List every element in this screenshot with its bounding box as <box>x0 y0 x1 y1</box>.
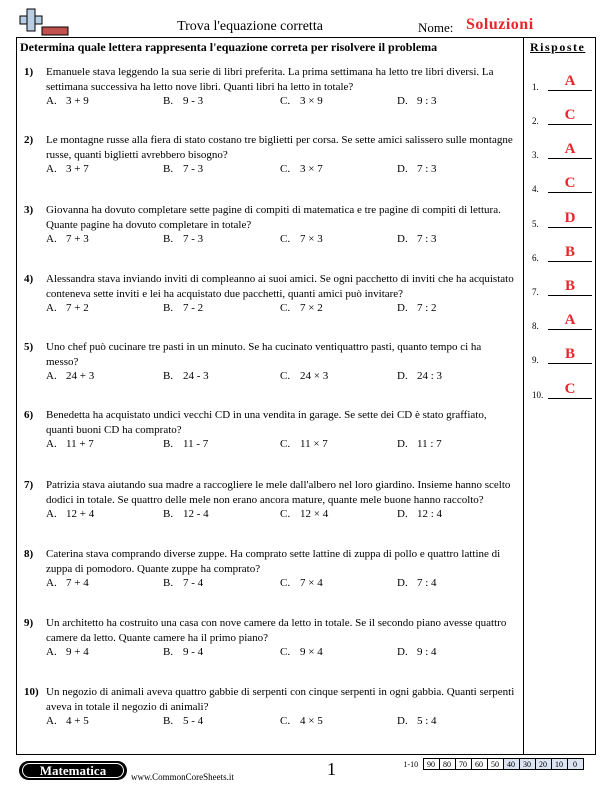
choice-equation: 7 × 3 <box>300 233 323 245</box>
choice-option <box>163 301 203 316</box>
choice-equation: 11 × 7 <box>300 438 328 450</box>
answer-9 <box>532 345 592 365</box>
problem-4 <box>20 272 520 316</box>
score-table <box>399 758 584 770</box>
answer-line <box>548 398 592 399</box>
score-cell: 10 <box>551 759 567 770</box>
choice-letter: A. <box>46 233 57 245</box>
answer-value: A <box>564 141 576 157</box>
answer-number: 10. <box>532 390 544 400</box>
choice-equation: 3 × 7 <box>300 163 323 175</box>
score-cell: 70 <box>455 759 471 770</box>
choice-letter: B. <box>163 302 174 314</box>
answer-8 <box>532 311 592 331</box>
choice-row <box>46 437 520 452</box>
page-title: Trova l'equazione corretta <box>177 19 323 34</box>
choice-equation: 3 + 9 <box>66 95 89 107</box>
choice-option <box>46 714 89 729</box>
choice-equation: 9 : 4 <box>417 646 437 658</box>
answer-value: C <box>564 381 576 397</box>
choice-equation: 7 : 4 <box>417 577 437 589</box>
choice-letter: B. <box>163 233 174 245</box>
score-cell: 90 <box>423 759 439 770</box>
choice-option <box>46 94 89 109</box>
choice-letter: C. <box>280 370 291 382</box>
score-cell: 50 <box>487 759 503 770</box>
problem-number: 8) <box>24 548 34 560</box>
answer-4 <box>532 174 592 194</box>
choice-letter: B. <box>163 508 174 520</box>
choice-equation: 11 : 7 <box>417 438 442 450</box>
choice-equation: 3 × 9 <box>300 95 323 107</box>
choice-equation: 4 + 5 <box>66 715 89 727</box>
choice-option <box>163 507 209 522</box>
problem-text: Benedetta ha acquistato undici vecchi CD in una vendita in garage. Se sette dei CD è stato graffiato, quanti buoni CD ha comprato? <box>46 409 487 436</box>
problem-text: Uno chef può cucinare tre pasti in un minuto. Se ha cucinato ventiquattro pasti, quanto tempo ci ha messo? <box>46 341 482 368</box>
choice-option <box>163 162 203 177</box>
answer-number: 3. <box>532 150 539 160</box>
choice-letter: C. <box>280 646 291 658</box>
choice-option <box>163 576 203 591</box>
answer-value: A <box>564 73 576 89</box>
problem-number: 5) <box>24 341 34 353</box>
choice-option <box>397 162 437 177</box>
answer-number: 5. <box>532 219 539 229</box>
answer-value: B <box>564 244 575 260</box>
problem-1 <box>20 65 520 109</box>
score-cell: 40 <box>503 759 519 770</box>
problem-text: Un architetto ha costruito una casa con nove camere da letto in totale. Se il secondo piano avesse quattro camere da letto. Quante camere ha il primo piano? <box>46 617 507 644</box>
problem-text: Patrizia stava aiutando sua madre a raccogliere le mele dall'albero nel loro giardino. Insieme hanno scelto dodici in totale. Se quattro delle mele non erano ancora mature, quante mele buone hanno raccolto? <box>46 479 511 506</box>
answer-number: 7. <box>532 287 539 297</box>
problem-text: Le montagne russe alla fiera di stato costano tre biglietti per corsa. Se sette amici salissero sulle montagne russe, quanti biglietti avrebbero bisogno? <box>46 134 513 161</box>
answer-5 <box>532 209 592 229</box>
answer-number: 4. <box>532 184 539 194</box>
choice-option <box>397 232 437 247</box>
choice-option <box>397 369 442 384</box>
problem-text: Un negozio di animali aveva quattro gabbie di serpenti con cinque serpenti in ogni gabbia. Quanti serpenti aveva in totale il negozio di animali? <box>46 686 515 713</box>
choice-equation: 9 - 4 <box>183 646 204 658</box>
column-divider <box>523 37 524 755</box>
choice-letter: D. <box>397 646 408 658</box>
choice-option <box>280 507 328 522</box>
problem-text: Emanuele stava leggendo la sua serie di libri preferita. La prima settimana ha letto tre libri diversi. La settimana successiva ha letto nove libri. Quanti libri ha letto in totale? <box>46 66 494 93</box>
choice-option <box>280 162 323 177</box>
problem-number: 10) <box>24 686 39 698</box>
choice-equation: 9 × 4 <box>300 646 323 658</box>
choice-option <box>397 94 437 109</box>
answer-line <box>548 124 592 125</box>
instructions: Determina quale lettera rappresenta l'equazione correta per risolvere il problema <box>20 40 438 54</box>
choice-option <box>46 232 89 247</box>
choice-option <box>46 645 89 660</box>
choice-equation: 7 × 4 <box>300 577 323 589</box>
choice-equation: 4 × 5 <box>300 715 323 727</box>
problem-text: Alessandra stava inviando inviti di compleanno ai suoi amici. Se ogni pacchetto di inviti che ha acquistato conteneva sette inviti e lei ha acquistato due pacchetti, quanti amici può invitare? <box>46 273 514 300</box>
choice-letter: C. <box>280 438 291 450</box>
choice-option <box>280 714 323 729</box>
choice-equation: 7 + 4 <box>66 577 89 589</box>
choice-equation: 7 + 2 <box>66 302 89 314</box>
choice-row <box>46 714 520 729</box>
answer-number: 8. <box>532 321 539 331</box>
problem-number: 3) <box>24 204 34 216</box>
choice-option <box>46 576 89 591</box>
problem-number: 6) <box>24 409 34 421</box>
choice-letter: B. <box>163 715 174 727</box>
answer-value: D <box>564 210 576 226</box>
choice-row <box>46 507 520 522</box>
answer-6 <box>532 243 592 263</box>
name-label: Nome: <box>418 20 454 35</box>
choice-letter: B. <box>163 438 174 450</box>
brand-badge <box>19 761 127 780</box>
choice-option <box>46 162 89 177</box>
choice-option <box>163 645 203 660</box>
choice-letter: D. <box>397 95 408 107</box>
choice-equation: 9 + 4 <box>66 646 89 658</box>
choice-equation: 7 - 4 <box>183 577 204 589</box>
choice-letter: A. <box>46 508 57 520</box>
choice-row <box>46 369 520 384</box>
choice-option <box>397 645 437 660</box>
choice-equation: 24 × 3 <box>300 370 329 382</box>
answer-line <box>548 329 592 330</box>
choice-equation: 7 - 3 <box>183 163 204 175</box>
choice-equation: 12 × 4 <box>300 508 329 520</box>
answer-value: B <box>564 346 575 362</box>
answer-line <box>548 261 592 262</box>
choice-letter: C. <box>280 508 291 520</box>
choice-equation: 11 + 7 <box>66 438 94 450</box>
problem-9 <box>20 616 520 660</box>
choice-row <box>46 94 520 109</box>
choice-letter: B. <box>163 163 174 175</box>
choice-row <box>46 301 520 316</box>
choice-letter: B. <box>163 646 174 658</box>
answer-3 <box>532 140 592 160</box>
choice-option <box>163 369 209 384</box>
answer-line <box>548 227 592 228</box>
problem-number: 4) <box>24 273 34 285</box>
choice-equation: 5 : 4 <box>417 715 437 727</box>
choice-option <box>46 301 89 316</box>
score-label: 1-10 <box>403 759 419 769</box>
choice-option <box>397 507 442 522</box>
choice-letter: C. <box>280 233 291 245</box>
choice-option <box>163 232 203 247</box>
score-cell: 80 <box>439 759 455 770</box>
choice-option <box>280 369 328 384</box>
choice-equation: 12 : 4 <box>417 508 443 520</box>
choice-option <box>397 437 442 452</box>
choice-option <box>163 94 203 109</box>
problem-3 <box>20 203 520 247</box>
score-cell: 60 <box>471 759 487 770</box>
choice-row <box>46 162 520 177</box>
choice-option <box>397 301 437 316</box>
choice-letter: A. <box>46 438 57 450</box>
answer-line <box>548 90 592 91</box>
choice-equation: 9 - 3 <box>183 95 204 107</box>
choice-letter: D. <box>397 438 408 450</box>
problem-10 <box>20 685 520 729</box>
site-url: www.CommonCoreSheets.it <box>131 772 234 782</box>
choice-row <box>46 232 520 247</box>
choice-option <box>163 714 203 729</box>
score-cell: 30 <box>519 759 535 770</box>
choice-letter: D. <box>397 508 408 520</box>
answers-heading: Risposte <box>530 40 586 54</box>
choice-letter: D. <box>397 370 408 382</box>
choice-equation: 12 - 4 <box>183 508 209 520</box>
choice-equation: 7 × 2 <box>300 302 323 314</box>
choice-equation: 7 : 2 <box>417 302 437 314</box>
answer-10 <box>532 380 592 400</box>
choice-letter: C. <box>280 95 291 107</box>
choice-letter: D. <box>397 577 408 589</box>
choice-letter: C. <box>280 302 291 314</box>
answer-line <box>548 158 592 159</box>
answer-line <box>548 295 592 296</box>
choice-letter: B. <box>163 370 174 382</box>
choice-equation: 9 : 3 <box>417 95 437 107</box>
choice-equation: 24 + 3 <box>66 370 95 382</box>
choice-option <box>280 94 323 109</box>
answer-number: 1. <box>532 82 539 92</box>
choice-option <box>163 437 208 452</box>
choice-letter: C. <box>280 715 291 727</box>
choice-option <box>46 507 94 522</box>
choice-letter: A. <box>46 646 57 658</box>
answer-7 <box>532 277 592 297</box>
problem-7 <box>20 478 520 522</box>
choice-letter: A. <box>46 715 57 727</box>
answer-line <box>548 192 592 193</box>
problem-number: 9) <box>24 617 34 629</box>
choice-option <box>397 714 437 729</box>
answer-value: C <box>564 175 576 191</box>
answer-value: C <box>564 107 576 123</box>
problem-number: 7) <box>24 479 34 491</box>
choice-option <box>280 232 323 247</box>
answer-1 <box>532 72 592 92</box>
name-value: Soluzioni <box>466 16 534 33</box>
problem-text: Caterina stava comprando diverse zuppe. Ha comprato sette lattine di zuppa di pollo e quattro lattine di zuppa di pomodoro. Quante zuppe ha comprato? <box>46 548 501 575</box>
problem-2 <box>20 133 520 177</box>
answer-line <box>548 363 592 364</box>
choice-option <box>46 437 94 452</box>
choice-equation: 11 - 7 <box>183 438 209 450</box>
answer-value: A <box>564 312 576 328</box>
answer-number: 2. <box>532 116 539 126</box>
choice-equation: 5 - 4 <box>183 715 204 727</box>
brand-label: Matematica <box>22 763 124 778</box>
problem-number: 2) <box>24 134 34 146</box>
choice-letter: C. <box>280 163 291 175</box>
choice-row <box>46 576 520 591</box>
score-cell: 0 <box>567 759 583 770</box>
answer-2 <box>532 106 592 126</box>
choice-letter: B. <box>163 577 174 589</box>
choice-letter: C. <box>280 577 291 589</box>
choice-option <box>397 576 437 591</box>
choice-equation: 3 + 7 <box>66 163 89 175</box>
choice-equation: 7 : 3 <box>417 233 437 245</box>
choice-equation: 7 + 3 <box>66 233 89 245</box>
choice-letter: A. <box>46 302 57 314</box>
problem-8 <box>20 547 520 591</box>
choice-letter: A. <box>46 95 57 107</box>
answer-number: 6. <box>532 253 539 263</box>
choice-equation: 24 - 3 <box>183 370 209 382</box>
choice-option <box>280 437 328 452</box>
page-number: 1 <box>327 759 336 779</box>
choice-equation: 7 : 3 <box>417 163 437 175</box>
choice-letter: D. <box>397 233 408 245</box>
choice-letter: B. <box>163 95 174 107</box>
choice-equation: 24 : 3 <box>417 370 443 382</box>
choice-equation: 12 + 4 <box>66 508 95 520</box>
choice-row <box>46 645 520 660</box>
choice-letter: A. <box>46 370 57 382</box>
choice-letter: D. <box>397 715 408 727</box>
problem-number: 1) <box>24 66 34 78</box>
choice-equation: 7 - 3 <box>183 233 204 245</box>
problem-6 <box>20 408 520 452</box>
score-cell: 20 <box>535 759 551 770</box>
choice-letter: A. <box>46 577 57 589</box>
problem-5 <box>20 340 520 384</box>
answer-number: 9. <box>532 355 539 365</box>
choice-option <box>280 576 323 591</box>
choice-equation: 7 - 2 <box>183 302 204 314</box>
problem-text: Giovanna ha dovuto completare sette pagine di compiti di matematica e tre pagine di compiti di lettura. Quante pagine ha dovuto completare in totale? <box>46 204 501 231</box>
choice-option <box>280 645 323 660</box>
choice-option <box>280 301 323 316</box>
choice-letter: A. <box>46 163 57 175</box>
choice-option <box>46 369 94 384</box>
choice-letter: D. <box>397 302 408 314</box>
answer-value: B <box>564 278 575 294</box>
choice-letter: D. <box>397 163 408 175</box>
